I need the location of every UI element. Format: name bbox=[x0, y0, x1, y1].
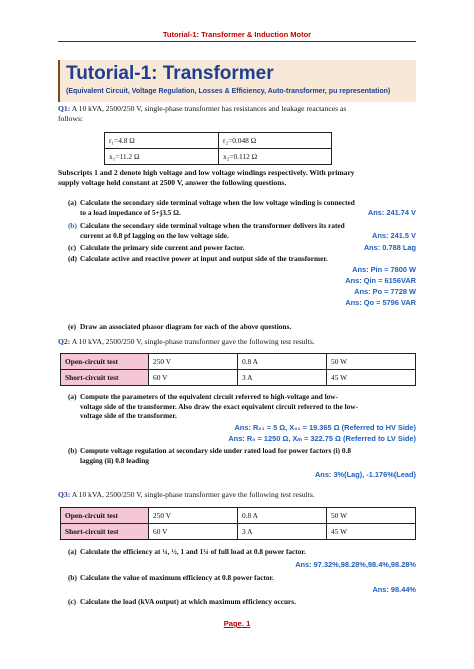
item-label: (a) bbox=[68, 198, 77, 207]
q3-text: A 10 kVA, 2500/250 V, single-phase transformer gave the following test results. bbox=[70, 490, 315, 499]
title-box bbox=[58, 60, 416, 102]
table-cell: 250 V bbox=[149, 354, 238, 370]
table-row bbox=[61, 524, 416, 540]
header-rule bbox=[58, 41, 416, 42]
item-line: Calculate the secondary side terminal voltage when the transformer delivers its rated bbox=[80, 221, 345, 230]
table-cell: 0.8 A bbox=[238, 354, 327, 370]
table-cell: 60 V bbox=[149, 370, 238, 386]
q1-c-answer: Ans: 0.788 Lag bbox=[363, 243, 416, 252]
item-line: Calculate the efficiency at ¼, ½, 1 and 1¼ of full load at 0.8 power factor. bbox=[80, 547, 306, 556]
item-line: voltage side of the transformer. bbox=[80, 411, 177, 420]
q3-label: Q3: bbox=[58, 490, 71, 499]
item-line: Calculate the primary side current and power factor. bbox=[80, 243, 245, 252]
table-cell: Open-circuit test bbox=[61, 354, 149, 370]
item-line: current at 0.8 pf lagging on the low voltage side. bbox=[80, 230, 229, 240]
table-cell: 250 V bbox=[149, 508, 238, 524]
item-label: (a) bbox=[68, 547, 77, 556]
item-label: (c) bbox=[68, 243, 77, 252]
item-label: (e) bbox=[68, 322, 77, 331]
table-cell: Short-circuit test bbox=[61, 524, 149, 540]
table-cell: 3 A bbox=[238, 524, 327, 540]
table-cell: 45 W bbox=[327, 370, 416, 386]
table-row bbox=[105, 133, 332, 149]
q1-text-line2: follows: bbox=[58, 114, 83, 123]
table-cell: 50 W bbox=[327, 354, 416, 370]
table-cell: 45 W bbox=[327, 524, 416, 540]
q1-d-answer-qo: Ans: Qo = 5796 VAR bbox=[345, 298, 416, 307]
q2-label: Q2: bbox=[58, 337, 71, 346]
q1-d-answer-po: Ans: Po = 7728 W bbox=[354, 287, 416, 296]
table-row bbox=[61, 370, 416, 386]
item-line: Draw an associated phasor diagram for each of the above questions. bbox=[80, 322, 292, 331]
q2-b-answer: Ans: 3%(Lag), -1.176%(Lead) bbox=[314, 470, 416, 479]
table-cell: 0.8 A bbox=[238, 508, 327, 524]
table-cell: x₂=0.112 Ω bbox=[219, 149, 332, 165]
table-cell: 3 A bbox=[238, 370, 327, 386]
q1-after-line1: Subscripts 1 and 2 denote high voltage and low voltage windings respectively. With primary bbox=[58, 168, 355, 177]
item-label: (a) bbox=[68, 392, 77, 401]
q2-a-answer-hv: Ans: R₀₁ = 5 Ω, X₀₁ = 19.365 Ω (Referred to HV Side) bbox=[234, 423, 416, 432]
q1-after-line2: supply voltage held constant at 2500 V, answer the following questions. bbox=[58, 178, 287, 187]
item-line: Calculate the secondary side terminal voltage when the low voltage winding is connected bbox=[80, 198, 355, 207]
table-row bbox=[61, 508, 416, 524]
page-title: Tutorial-1: Transformer bbox=[66, 63, 274, 84]
page-subtitle: (Equivalent Circuit, Voltage Regulation, Losses & Efficiency, Auto-transformer, pu representation) bbox=[66, 88, 391, 95]
q1-parameter-table bbox=[104, 132, 332, 165]
item-line: voltage side of the transformer. Also draw the exact equivalent circuit referred to the low- bbox=[80, 401, 358, 411]
item-line: Compute voltage regulation at secondary side under rated load for power factors (i) 0.8 bbox=[80, 446, 352, 455]
table-cell: 50 W bbox=[327, 508, 416, 524]
table-cell: r₂=0.048 Ω bbox=[219, 133, 332, 149]
table-cell: Short-circuit test bbox=[61, 370, 149, 386]
item-line: lagging (ii) 0.8 leading bbox=[80, 455, 149, 465]
q1-text-line1: A 10 kVA, 2500/250 V, single-phase transformer has resistances and leakage reactances as bbox=[70, 104, 347, 113]
item-label: (d) bbox=[68, 254, 77, 263]
q2-test-table bbox=[60, 353, 416, 386]
q1-conditions bbox=[58, 168, 420, 188]
q2-statement bbox=[58, 337, 418, 347]
q1-d-answer-qin: Ans: Qin = 6156VAR bbox=[345, 276, 416, 285]
table-cell: x₁=11.2 Ω bbox=[105, 149, 219, 165]
q3-a-answer: Ans: 97.32%,98.28%,98.4%,98.28% bbox=[295, 560, 416, 569]
item-label: (b) bbox=[68, 221, 77, 230]
item-line: Compute the parameters of the equivalent circuit referred to high-voltage and low- bbox=[80, 392, 338, 401]
table-row bbox=[61, 354, 416, 370]
item-label: (b) bbox=[68, 573, 77, 582]
item-label: (b) bbox=[68, 446, 77, 455]
q1-a-answer: Ans: 241.74 V bbox=[367, 208, 416, 217]
item-line: Calculate the value of maximum efficiency at 0.8 power factor. bbox=[80, 573, 274, 582]
page-number: Page. 1 bbox=[223, 619, 251, 628]
q2-text: A 10 kVA, 2500/250 V, single-phase transformer gave the following test results. bbox=[70, 337, 315, 346]
table-cell: 60 V bbox=[149, 524, 238, 540]
q3-test-table bbox=[60, 507, 416, 540]
item-line: Calculate the load (kVA output) at which maximum efficiency occurs. bbox=[80, 597, 296, 606]
q3-b-answer: Ans: 98.44% bbox=[372, 585, 416, 594]
item-line: to a load impedance of 5+j3.5 Ω. bbox=[80, 207, 181, 217]
q1-b-answer: Ans: 241.5 V bbox=[372, 231, 416, 240]
q2-a-answer-lv: Ans: R₀ = 1250 Ω, Xₘ = 322.75 Ω (Referred to LV Side) bbox=[228, 434, 416, 443]
q1-label: Q1: bbox=[58, 104, 71, 113]
table-cell: r₁=4.8 Ω bbox=[105, 133, 219, 149]
item-label: (c) bbox=[68, 597, 77, 606]
q1-d-answer-pin: Ans: Pin = 7800 W bbox=[352, 265, 416, 274]
table-cell: Open-circuit test bbox=[61, 508, 149, 524]
running-header: Tutorial-1: Transformer & Induction Motor bbox=[162, 30, 312, 39]
item-line: Calculate active and reactive power at input and output side of the transformer. bbox=[80, 254, 328, 263]
q1-statement bbox=[58, 104, 418, 124]
q3-statement bbox=[58, 490, 418, 500]
table-row bbox=[105, 149, 332, 165]
